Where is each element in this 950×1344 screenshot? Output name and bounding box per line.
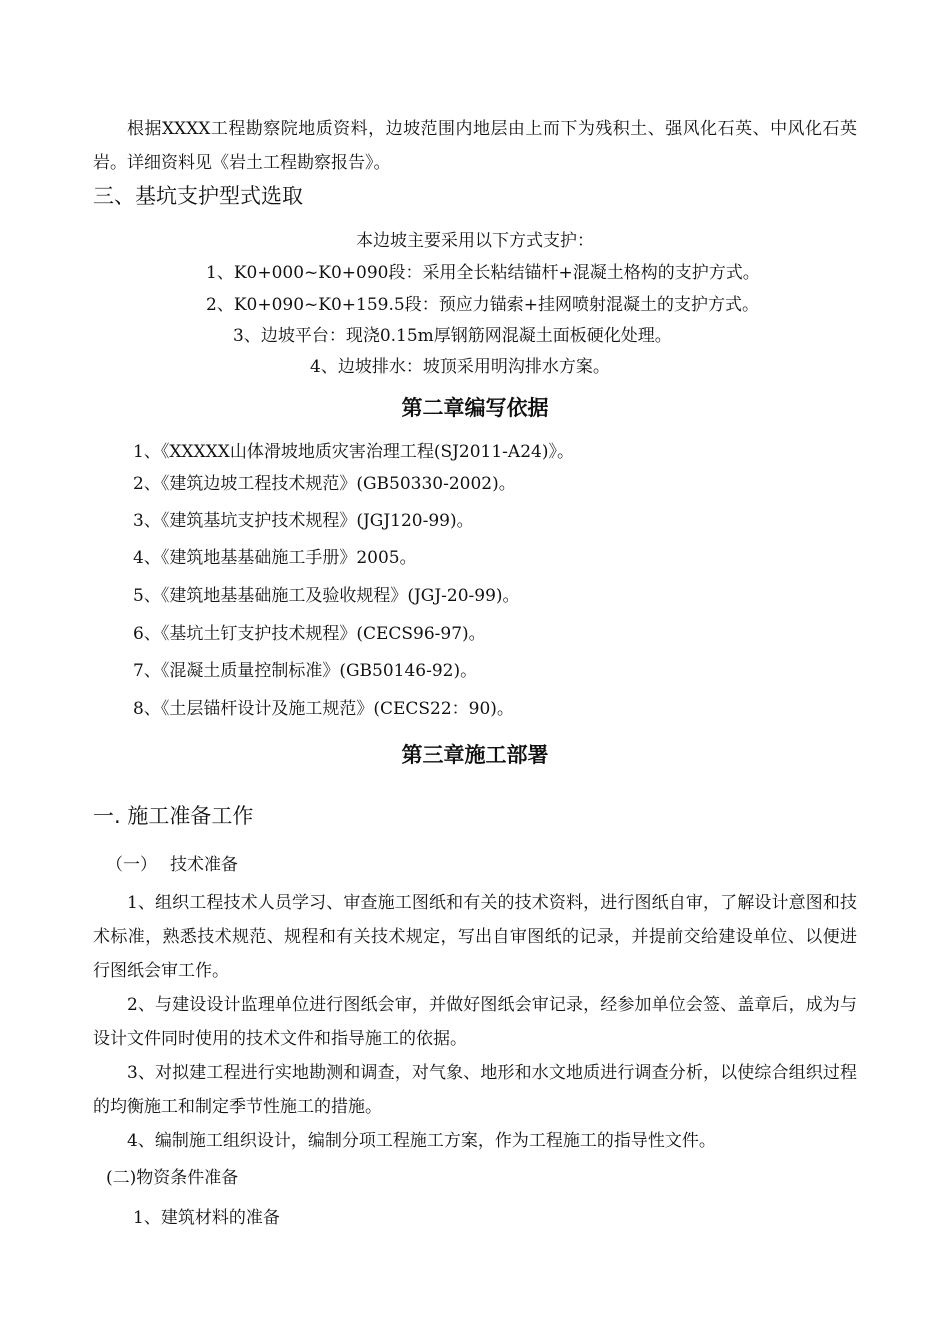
reference-item: 7、《混凝土质量控制标准》(GB50146-92)。 — [133, 661, 478, 681]
subsection-title-technical: 技术准备 — [170, 855, 238, 875]
support-lead-text: 本边坡主要采用以下方式支护： — [356, 231, 594, 251]
technical-paragraph: 4、编制施工组织设计，编制分项工程施工方案，作为工程施工的指导性文件。 — [127, 1131, 716, 1151]
section-heading-support-type: 三、基坑支护型式选取 — [93, 184, 303, 208]
technical-paragraph: 2、与建设设计监理单位进行图纸会审，并做好图纸会审记录，经参加单位会签、盖章后，成为与设计文件同时使用的技术文件和指导施工的依据。 — [93, 995, 857, 1049]
support-item: 3、边坡平台：现浇0.15m厚钢筋网混凝土面板硬化处理。 — [233, 326, 672, 346]
materials-item: 1、建筑材料的准备 — [133, 1208, 280, 1228]
technical-paragraph: 3、对拟建工程进行实地勘测和调查，对气象、地形和水文地质进行调查分析，以使综合组织过程的均衡施工和制定季节性施工的措施。 — [93, 1063, 857, 1117]
reference-item: 4、《建筑地基基础施工手册》2005。 — [133, 548, 417, 568]
reference-item: 3、《建筑基坑支护技术规程》(JGJ120-99)。 — [133, 511, 474, 531]
chapter-3-heading: 第三章施工部署 — [401, 743, 549, 767]
subsection-number: （一） — [106, 855, 157, 875]
reference-item: 6、《基坑土钉支护技术规程》(CECS96-97)。 — [133, 624, 486, 644]
support-item: 2、K0+090~K0+159.5段：预应力锚索+挂网喷射混凝土的支护方式。 — [206, 295, 759, 315]
reference-item: 1、《XXXXX山体滑坡地质灾害治理工程(SJ2011-A24)》。 — [133, 442, 574, 462]
chapter-2-heading: 第二章编写依据 — [401, 396, 549, 420]
intro-paragraph: 根据XXXX工程勘察院地质资料，边坡范围内地层由上而下为残积土、强风化石英、中风化石英岩。详细资料见《岩土工程勘察报告》。 — [93, 119, 857, 173]
reference-item: 5、《建筑地基基础施工及验收规程》(JGJ-20-99)。 — [133, 586, 520, 606]
subsection-title-materials: (二)物资条件准备 — [106, 1168, 239, 1188]
support-item: 4、边坡排水：坡顶采用明沟排水方案。 — [310, 357, 610, 377]
support-item: 1、K0+000~K0+090段：采用全长粘结锚杆+混凝土格构的支护方式。 — [206, 263, 760, 283]
section-heading-preparation: 一. 施工准备工作 — [93, 804, 254, 828]
reference-item: 8、《土层锚杆设计及施工规范》(CECS22：90)。 — [133, 699, 514, 719]
technical-paragraph: 1、组织工程技术人员学习、审查施工图纸和有关的技术资料，进行图纸自审，了解设计意图和技术标准，熟悉技术规范、规程和有关技术规定，写出自审图纸的记录，并提前交给建设单位、以便进行图纸会审工作。 — [93, 893, 857, 981]
reference-item: 2、《建筑边坡工程技术规范》(GB50330-2002)。 — [133, 474, 516, 494]
